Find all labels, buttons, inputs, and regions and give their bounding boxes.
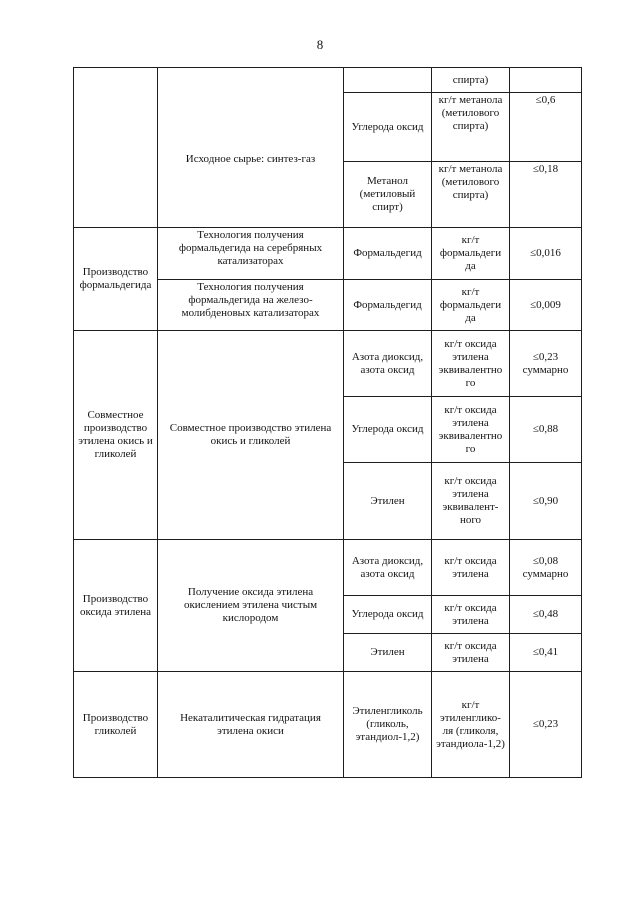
- cell-process: Получение оксида этилена окислением этилена чистым кислородом: [158, 540, 344, 672]
- cell-substance: [344, 68, 432, 93]
- cell-substance: Формальдегид: [344, 280, 432, 331]
- cell-limit: ≤0,08 суммарно: [510, 540, 582, 596]
- table-row: [74, 331, 582, 397]
- cell-substance: Этилен: [344, 463, 432, 540]
- table-row: [74, 68, 582, 93]
- cell-unit: кг/т оксида этилена: [432, 540, 510, 596]
- cell-process: Исходное сырье: синтез-газ: [158, 93, 344, 228]
- cell-limit: ≤0,23: [510, 672, 582, 778]
- cell-substance: Углерода оксид: [344, 93, 432, 162]
- cell-limit: ≤0,6: [510, 93, 582, 162]
- cell-limit: ≤0,016: [510, 228, 582, 280]
- cell-unit: кг/т оксида этилена эквивалентно го: [432, 397, 510, 463]
- cell-substance: Метанол (метиловый спирт): [344, 162, 432, 228]
- cell-unit: кг/т этиленглико-ля (гликоля, этандиола-1,2): [432, 672, 510, 778]
- cell-unit: кг/т оксида этилена эквивалент-ного: [432, 463, 510, 540]
- emission-norms-table: [73, 67, 582, 778]
- table-row: [74, 228, 582, 280]
- cell-unit: кг/т метанола (метилового спирта): [432, 93, 510, 162]
- cell-limit: ≤0,41: [510, 634, 582, 672]
- cell-limit: ≤0,90: [510, 463, 582, 540]
- cell-substance: Этиленгликоль (гликоль, этандиол-1,2): [344, 672, 432, 778]
- cell-limit: ≤0,18: [510, 162, 582, 228]
- page-number: 8: [316, 37, 324, 52]
- cell-unit: спирта): [432, 68, 510, 93]
- table-row: [74, 672, 582, 778]
- cell-process: Технология получения формальдегида на серебряных катализаторах: [158, 228, 344, 280]
- cell-unit: кг/т оксида этилена: [432, 634, 510, 672]
- cell-unit: кг/т формальдеги да: [432, 280, 510, 331]
- cell-unit: кг/т формальдеги да: [432, 228, 510, 280]
- cell-production: [74, 68, 158, 228]
- cell-limit: ≤0,48: [510, 596, 582, 634]
- cell-substance: Азота диоксид, азота оксид: [344, 540, 432, 596]
- cell-limit: ≤0,23 суммарно: [510, 331, 582, 397]
- cell-process: Совместное производство этилена окись и гликолей: [158, 331, 344, 540]
- cell-limit: [510, 68, 582, 93]
- cell-substance: Углерода оксид: [344, 596, 432, 634]
- table-row: [74, 540, 582, 596]
- cell-limit: ≤0,009: [510, 280, 582, 331]
- cell-limit: ≤0,88: [510, 397, 582, 463]
- cell-unit: кг/т оксида этилена: [432, 596, 510, 634]
- cell-substance: Азота диоксид, азота оксид: [344, 331, 432, 397]
- cell-process: Некаталитическая гидратация этилена окиси: [158, 672, 344, 778]
- cell-substance: Этилен: [344, 634, 432, 672]
- cell-substance: Формальдегид: [344, 228, 432, 280]
- cell-unit: кг/т метанола (метилового спирта): [432, 162, 510, 228]
- cell-production: Производство формальдегида: [74, 228, 158, 331]
- cell-production: Производство гликолей: [74, 672, 158, 778]
- cell-production: Производство оксида этилена: [74, 540, 158, 672]
- cell-process: Технология получения формальдегида на железо-молибденовых катализаторах: [158, 280, 344, 331]
- cell-production: Совместное производство этилена окись и гликолей: [74, 331, 158, 540]
- cell-substance: Углерода оксид: [344, 397, 432, 463]
- cell-process: [158, 68, 344, 93]
- cell-unit: кг/т оксида этилена эквивалентно го: [432, 331, 510, 397]
